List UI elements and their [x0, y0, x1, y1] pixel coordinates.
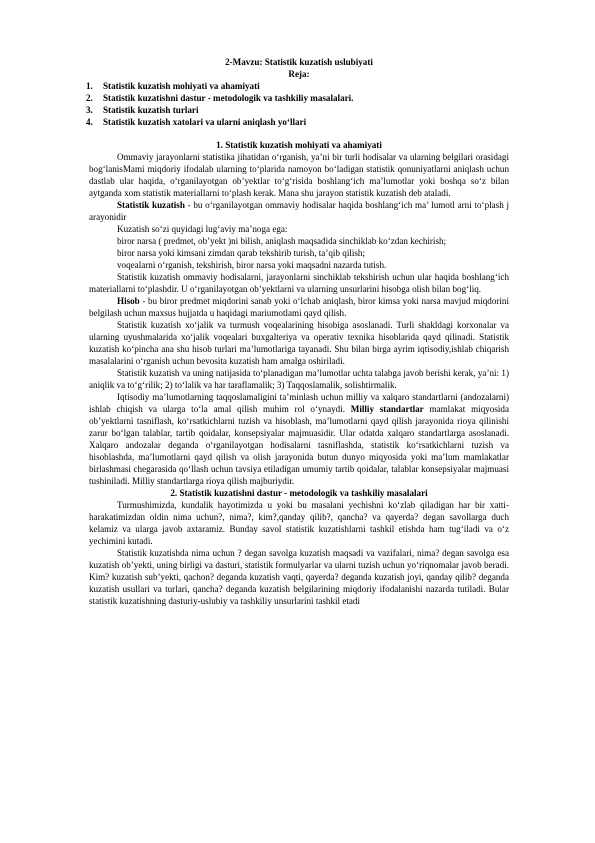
plan-item: 2. Statistik kuzatishni dastur - metodologik va tashkiliy masalalari.: [86, 93, 354, 103]
term-hisob: Hisob: [117, 296, 140, 306]
plan-item: 1. Statistik kuzatish mohiyati va ahamiyati: [86, 81, 260, 91]
document-body: [86, 56, 509, 607]
term-milliy-standartlar: Milliy standartlar: [350, 404, 424, 414]
paragraph: Hisob - bu biror predmet miqdorini sanab yoki o‘lchab aniqlash, biror kimsa yoki narsa mavjud miqdorini belgilash uchun maxsus hujjatda u haqidagi mariumotlami qayd qilish.: [89, 296, 509, 318]
paragraph: Iqtisodiy ma’lumotlarning taqqoslamaligini ta’minlash uchun milliy va xalqaro standartlarni (andozalarni) ishlab chiqish va ularga to‘la amal qilish muhim rol o‘ynaydi. Milliy standartlar mamlakat miqyosida ob’yektlarni tasniflash, ko‘rsatkichlarni tuzish va hisoblash, ma’lumotlarni qayd qilish jarayonida rioya qilinishi zarur bo‘lgan talablar, tartib qoidalar, konsepsiyalar majmuasidir. Ular odatda xalqaro standartlarga asoslanadi. Xalqaro andozalar deganda o‘rganilayotgan hodisalarni tasniflashda, statistik ko‘rsatkichlarni tuzish va hisoblashda, ma’lumotlarni qayd qilish va olish jarayonida butun dunyo miqyosida yoki ma’lum mamlakatlar birlashmasi chegarasida qo‘llash uchun tavsiya etiladigan umumiy tartib qoidalar, talablar konsepsiyalar majmuasi tushiniladi. Milliy standartlarga rioya qilish majburiydir.: [89, 392, 509, 486]
paragraph: voqealarni o‘rganish, tekshirish, biror narsa yoki maqsadni nazarda tutish.: [117, 260, 387, 270]
paragraph: biror narsa ( predmet, ob’yekt )ni bilish, aniqlash maqsadida sinchiklab ko‘zdan kechirish;: [117, 236, 447, 246]
plan-label: Reja:: [288, 69, 310, 79]
paragraph: Kuzatish so‘zi quyidagi lug‘aviy ma’noga ega:: [117, 224, 288, 234]
term-statistik-kuzatish: Statistik kuzatish: [117, 200, 185, 210]
paragraph: Statistik kuzatish - bu o‘rganilayotgan ommaviy hodisalar haqida boshlang‘ich ma’ lumotl arni to‘plash j arayonidir: [89, 200, 509, 222]
section-1-heading: 1. Statistik kuzatish mohiyati va ahamiyati: [216, 140, 382, 150]
paragraph: biror narsa yoki kimsani zimdan qarab tekshirib turish, ta’qib qilish;: [117, 248, 366, 258]
paragraph: Statistik kuzatish ommaviy hodisalarni, jarayonlarni sinchiklab tekshirish uchun ular haqida boshlang‘ich materiallarni to‘plashdir. U o‘rganilayotgan ob’yektlarni va ularning unsurlarini hisobga olish bilan bog‘liq.: [89, 272, 509, 294]
paragraph: Statistik kuzatish va uning natijasida to‘planadigan ma’lumotlar uchta talabga javob berishi kerak, ya’ni: 1) aniqlik va to‘g‘rilik; 2) to‘lalik va har taraflamalik; 3) Taqqoslamalik, solishtirmalik.: [89, 368, 509, 390]
section-2-heading: 2. Statistik kuzatishni dastur - metodologik va tashkiliy masalalari: [170, 488, 428, 498]
plan-list: [86, 80, 509, 128]
plan-item: 4. Statistik kuzatish xatolari va ularni aniqlash yo‘llari: [86, 117, 307, 127]
plan-item: 3. Statistik kuzatish turlari: [86, 105, 199, 115]
document-title: 2-Mavzu: Statistik kuzatish uslubiyati: [225, 57, 373, 67]
paragraph: Ommaviy jarayonlarni statistika jihatidan o‘rganish, ya’ni bir turli hodisalar va ularning belgilari orasidagi bog‘lanisMami miqdoriy ifodalab ularning to‘plarida namoyon bo‘ladigan statistik qonuniyatlarni aniqlash uchun dastlab ular haqida, o‘rganilayotgan ob’yektlar to‘g‘risida boshlang‘ich ma’lumotlar yoki boshqa so‘z bilan aytganda xom statistik materiallarni to‘plash kerak. Mana shu jarayon statistik kuzatish deb ataladi.: [89, 152, 509, 198]
paragraph: Turmushimizda, kundalik hayotimizda u yoki bu masalani yechishni ko‘zlab qiladigan har bir xatti-harakatimizdan oldin nima uchun?, nima?, kim?,qanday qilib?, qancha? va qayerda? degan savollarga duch kelamiz va ularga javob axtaramiz. Bunday savol statistik kuzatishlarni tashkil etishda ham tug‘iladi va o‘z yechimini kutadi.: [89, 500, 509, 546]
paragraph: Statistik kuzatish xo‘jalik va turmush voqealarining hisobiga asoslanadi. Turli shakldagi korxonalar va ularning uyushmalarida xo‘jalik voqealari buxgalteriya va operativ texnika hisoblarida qayd qilinadi. Statistik kuzatish ko‘pincha ana shu hisob turlari ma’lumotlariga tayanadi. Shu bilan birga ayrim iqtisodiy,ishlab chiqarish masalalarini o‘rganish uchun bevosita kuzatish ham amalga oshiriladi.: [89, 320, 509, 366]
paragraph: Statistik kuzatishda nima uchun ? degan savolga kuzatish maqsadi va vazifalari, nima? degan savolga esa kuzatish ob’yekti, uning birligi va dasturi, statistik formulyarlar va ularni tuzish uchun yo‘riqnomalar javob beradi. Kim? kuzatish sub’yekti, qachon? deganda kuzatish vaqti, qayerda? deganda kuzatish joyi, qanday qilib? deganda kuzatish usullari va turlari, qancha? deganda kuzatish belgilarining miqdoriy ifodalanishi nazarda tutiladi. Bular statistik kuzatishning dasturiy-uslubiy va tashkiliy unsurlarini tashkil etadi: [89, 548, 509, 606]
